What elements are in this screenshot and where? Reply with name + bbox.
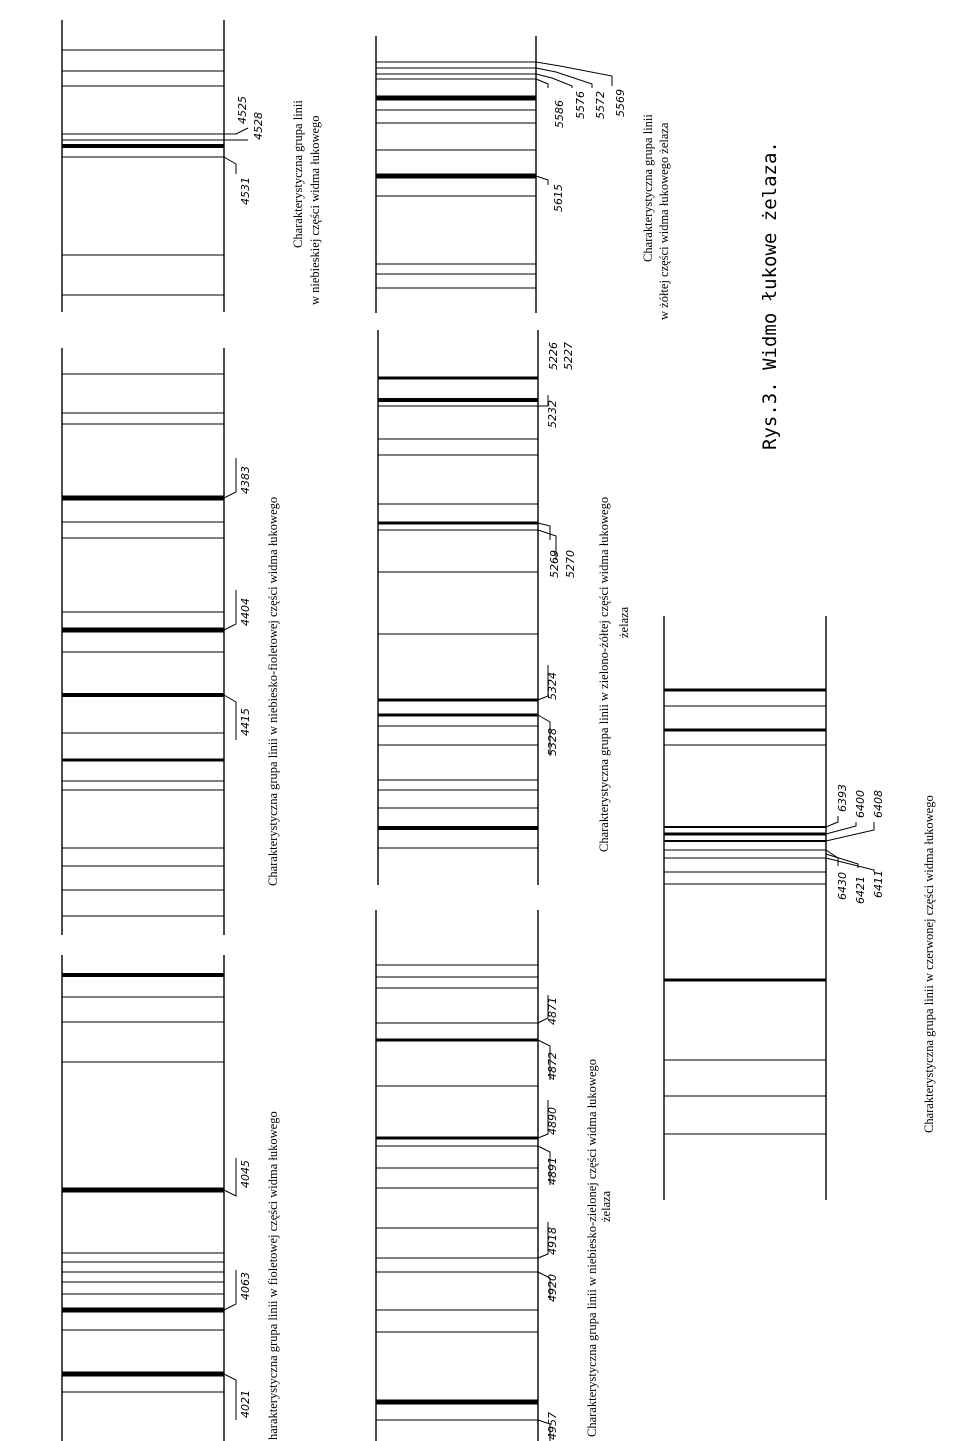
line-label-6400: 6400 bbox=[854, 790, 867, 818]
spectral-lines bbox=[62, 374, 224, 916]
line-label-4957: 4957 bbox=[546, 1412, 559, 1440]
line-label-5226: 5226 bbox=[547, 342, 560, 370]
caption-green-yellow-1: Charakterystyczna grupa linii w zielono-żółtej części widma łukowego bbox=[597, 496, 611, 852]
caption-blue-green-1: Charakterystyczna grupa linii w niebiesko-zielonej części widma łukowego bbox=[585, 1059, 599, 1437]
line-label-4383: 4383 bbox=[239, 466, 252, 494]
line-label-4918: 4918 bbox=[546, 1227, 559, 1255]
line-label-5270: 5270 bbox=[564, 550, 577, 578]
line-label-5328: 5328 bbox=[546, 728, 559, 756]
spectrum-strip-blue-violet bbox=[62, 348, 280, 935]
caption-blue-2: w niebieskiej części widma łukowego bbox=[308, 115, 322, 305]
line-label-6430: 6430 bbox=[836, 872, 849, 900]
caption-yellow-2: w żółtej części widma łukowego żelaza bbox=[657, 122, 671, 320]
line-label-4920: 4920 bbox=[546, 1274, 559, 1302]
line-label-4528: 4528 bbox=[252, 112, 265, 140]
caption-yellow-1: Charakterystyczna grupa linii bbox=[641, 114, 655, 262]
spectrum-strip-yellow bbox=[376, 36, 671, 320]
line-label-5586: 5586 bbox=[553, 100, 566, 128]
leader-lines bbox=[826, 816, 874, 872]
line-label-4872: 4872 bbox=[546, 1052, 559, 1080]
spectrum-strip-green-yellow bbox=[378, 330, 631, 885]
spectrum-strip-red bbox=[664, 616, 936, 1200]
line-label-6408: 6408 bbox=[872, 790, 885, 818]
spectral-lines bbox=[62, 975, 224, 1392]
line-label-4531: 4531 bbox=[239, 177, 252, 205]
spectrum-strip-violet bbox=[62, 955, 280, 1441]
line-label-5269: 5269 bbox=[548, 550, 561, 578]
leader-lines bbox=[224, 128, 248, 174]
line-label-4404: 4404 bbox=[239, 598, 252, 626]
caption-blue-1: Charakterystyczna grupa linii bbox=[291, 100, 305, 248]
line-label-5576: 5576 bbox=[574, 91, 587, 119]
spectral-lines bbox=[378, 378, 538, 848]
spectrum-strip-blue-green bbox=[376, 910, 613, 1441]
spectral-lines bbox=[376, 965, 538, 1420]
line-label-4045: 4045 bbox=[239, 1160, 252, 1188]
line-label-4415: 4415 bbox=[239, 708, 252, 736]
line-label-4871: 4871 bbox=[546, 997, 559, 1025]
line-label-5572: 5572 bbox=[594, 91, 607, 119]
line-label-5615: 5615 bbox=[552, 184, 565, 212]
line-label-6411: 6411 bbox=[872, 870, 885, 898]
leader-lines bbox=[536, 62, 612, 185]
line-label-6421: 6421 bbox=[854, 876, 867, 904]
line-label-5569: 5569 bbox=[614, 89, 627, 117]
caption-blue-violet: Charakterystyczna grupa linii w niebiesko-fioletowej części widma łukowego bbox=[266, 496, 280, 886]
line-label-5227: 5227 bbox=[562, 342, 575, 370]
caption-green-yellow-2: żelaza bbox=[617, 606, 631, 638]
line-label-4021: 4021 bbox=[239, 1390, 252, 1418]
line-label-4891: 4891 bbox=[546, 1157, 559, 1185]
spectrum-strip-blue bbox=[62, 20, 322, 312]
spectral-lines bbox=[62, 50, 224, 295]
caption-blue-green-2: żelaza bbox=[599, 1190, 613, 1222]
figure-title: Rys.3. Widmo łukowe żelaza. bbox=[759, 141, 781, 450]
spectral-lines bbox=[376, 62, 536, 288]
spectral-lines bbox=[664, 690, 826, 1134]
leader-lines bbox=[224, 458, 236, 740]
line-label-4063: 4063 bbox=[239, 1272, 252, 1300]
leader-lines bbox=[224, 1158, 236, 1420]
caption-red: Charakterystyczna grupa linii w czerwonej części widma łukowego bbox=[922, 795, 936, 1133]
line-label-5232: 5232 bbox=[546, 400, 559, 428]
line-label-4525: 4525 bbox=[236, 96, 249, 124]
line-label-5324: 5324 bbox=[546, 672, 559, 700]
line-label-4890: 4890 bbox=[546, 1107, 559, 1135]
line-label-6393: 6393 bbox=[836, 784, 849, 812]
caption-violet: harakterystyczna grupa linii w fioletowej części widma łukowego bbox=[266, 1111, 280, 1440]
